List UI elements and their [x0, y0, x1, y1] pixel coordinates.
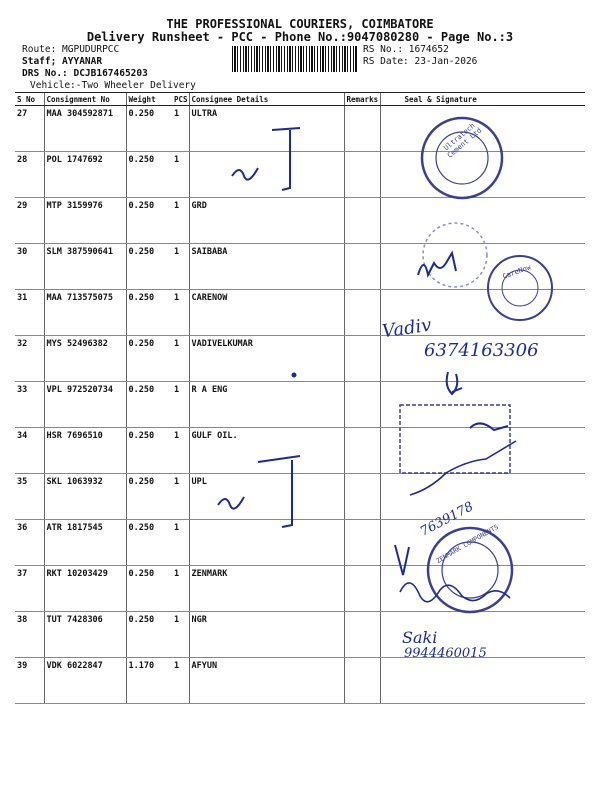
row-weight: 0.250 [126, 106, 172, 152]
row-pcs: 1 [172, 382, 189, 428]
row-consignment-no: MAA 304592871 [44, 106, 126, 152]
row-consignee: SAIBABA [189, 244, 344, 290]
handwritten-afyun-name: Saki [402, 628, 438, 647]
row-sno: 32 [15, 336, 44, 382]
runsheet-title: Delivery Runsheet - PCC - Phone No.:9047080280 - Page No.:3 [86, 30, 514, 44]
row-sno: 31 [15, 290, 44, 336]
col-remarks: Remarks [344, 93, 380, 106]
row-pcs: 1 [172, 290, 189, 336]
row-pcs: 1 [172, 566, 189, 612]
row-consignee: GRD [189, 198, 344, 244]
col-weight: Weight [126, 93, 172, 106]
signature-scribble-row35 [410, 441, 516, 495]
handwritten-upl-phone: 7639178 [417, 499, 477, 540]
route-label: Route: MGPUDURPCC [22, 44, 120, 55]
row-sno: 39 [15, 658, 44, 704]
row-consignment-no: HSR 7696510 [44, 428, 126, 474]
row-consignment-no: POL 1747692 [44, 152, 126, 198]
row-consignment-no: SKL 1063932 [44, 474, 126, 520]
company-title: THE PROFESSIONAL COURIERS, COIMBATORE [166, 17, 434, 31]
row-consignment-no: MTP 3159976 [44, 198, 126, 244]
row-consignment-no: ATR 1817545 [44, 520, 126, 566]
row-pcs: 1 [172, 520, 189, 566]
signature-scribble-row36 [218, 456, 300, 527]
row-weight: 0.250 [126, 612, 172, 658]
row-consignment-no: MYS 52496382 [44, 336, 126, 382]
row-weight: 0.250 [126, 566, 172, 612]
row-pcs: 1 [172, 612, 189, 658]
row-weight: 0.250 [126, 520, 172, 566]
row-sno: 38 [15, 612, 44, 658]
row-sno: 33 [15, 382, 44, 428]
row-sno: 37 [15, 566, 44, 612]
row-pcs: 1 [172, 106, 189, 152]
signature-scribble-row28 [232, 128, 300, 190]
row-sno: 35 [15, 474, 44, 520]
row-pcs: 1 [172, 244, 189, 290]
carenow-stamp-text: CareNow [501, 263, 532, 281]
row-consignment-no: TUT 7428306 [44, 612, 126, 658]
row-consignment-no: VDK 6022847 [44, 658, 126, 704]
col-consignee: Consignee Details [189, 93, 344, 106]
row-consignee: GULF OIL. [189, 428, 344, 474]
gulf-oil-stamp [400, 405, 510, 473]
col-pcs: PCS [174, 94, 188, 104]
row-pcs: 1 [172, 428, 189, 474]
row-weight: 0.250 [126, 336, 172, 382]
handwritten-vadivel-phone: 6374163306 [424, 340, 539, 361]
handwritten-vadivel-note: Vadiv [380, 314, 433, 343]
row-consignee: CARENOW [189, 290, 344, 336]
row-weight: 0.250 [126, 198, 172, 244]
row-consignee: ULTRA [189, 106, 344, 152]
signature-scribble-row33 [447, 372, 462, 394]
col-seal: Seal & Signature [380, 93, 585, 106]
row-sno: 29 [15, 198, 44, 244]
row-consignee: R A ENG [189, 382, 344, 428]
row-weight: 0.250 [126, 244, 172, 290]
rs-number: RS No.: 1674652 [363, 44, 449, 55]
row-sno: 30 [15, 244, 44, 290]
zenmark-stamp-text: ZENMARK COMPONENTS [434, 522, 500, 566]
row-sno: 34 [15, 428, 44, 474]
col-sno: S No [15, 93, 44, 106]
row-weight: 0.250 [126, 428, 172, 474]
row-weight: 0.250 [126, 382, 172, 428]
row-consignment-no: SLM 387590641 [44, 244, 126, 290]
col-consignment: Consignment No [44, 93, 126, 106]
row-consignee: NGR [189, 612, 344, 658]
row-consignee: ZENMARK [189, 566, 344, 612]
row-weight: 0.250 [126, 474, 172, 520]
row-consignee: AFYUN [189, 658, 344, 704]
row-consignee: VADIVELKUMAR [189, 336, 344, 382]
vehicle-label: Vehicle:-Two Wheeler Delivery [30, 80, 196, 91]
row-sno: 27 [15, 106, 44, 152]
row-pcs: 1 [172, 198, 189, 244]
handwritten-afyun-phone: 9944460015 [404, 646, 487, 661]
row-consignment-no: MAA 713575075 [44, 290, 126, 336]
row-pcs: 1 [172, 336, 189, 382]
row-pcs: 1 [172, 474, 189, 520]
row-sno: 28 [15, 152, 44, 198]
rs-date: RS Date: 23-Jan-2026 [363, 56, 478, 67]
row-weight: 1.170 [126, 658, 172, 704]
saibaba-stamp [423, 223, 487, 287]
drs-label: DRS No.: DCJB167465203 [22, 68, 148, 79]
row-weight: 0.250 [126, 290, 172, 336]
row-pcs: 1 [172, 152, 189, 198]
row-pcs: 1 [172, 658, 189, 704]
staff-label: Staff; AYYANAR [22, 56, 103, 67]
row-consignment-no: RKT 10203429 [44, 566, 126, 612]
row-weight: 0.250 [126, 152, 172, 198]
ultratech-stamp-text: Ultratech Cement Ltd [442, 121, 484, 160]
row-sno: 36 [15, 520, 44, 566]
row-consignment-no: VPL 972520734 [44, 382, 126, 428]
row-consignee: UPL [189, 474, 344, 520]
